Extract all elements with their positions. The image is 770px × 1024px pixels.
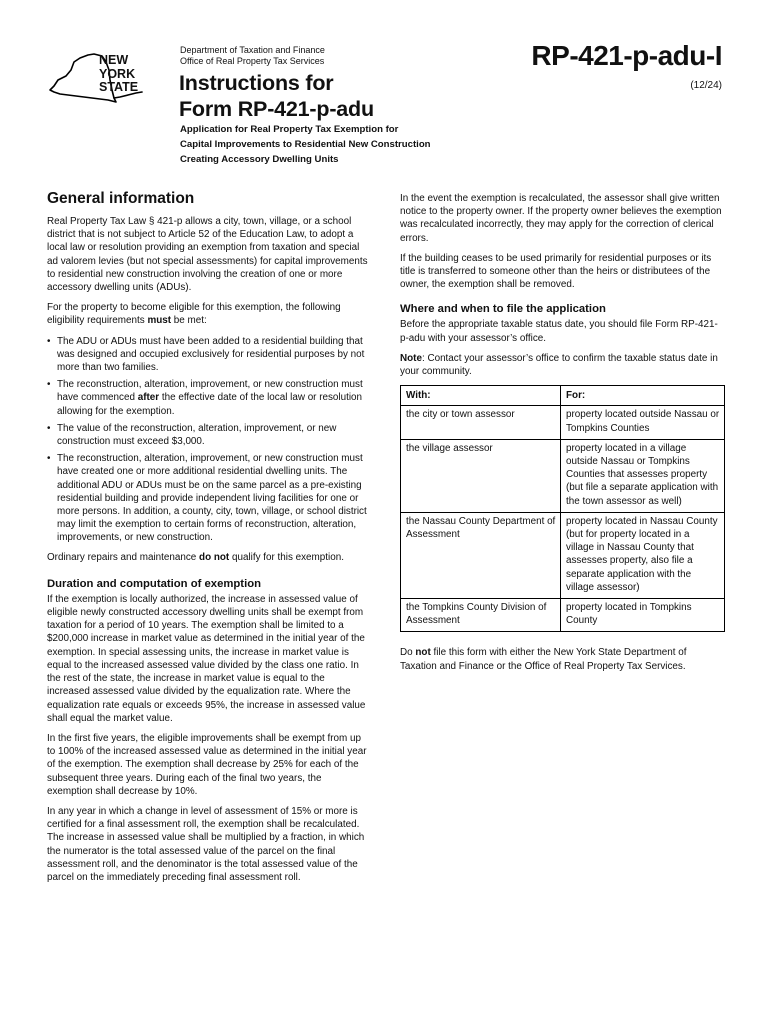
department-name bbox=[180, 45, 325, 67]
bullet-icon: • bbox=[47, 379, 51, 391]
right-column bbox=[400, 192, 725, 680]
eligibility-intro bbox=[47, 301, 369, 327]
bullet-icon: • bbox=[47, 422, 51, 434]
do-not-file-text: file this form with either the New York State Department of Taxation and Finance or the Office of Real Property Tax Services. bbox=[400, 647, 687, 672]
filing-table bbox=[400, 385, 725, 632]
column-header-with: With: bbox=[401, 386, 561, 406]
eligibility-item-4: The reconstruction, alteration, improvement, or new construction must have created one or more additional residential dwelling units. The additional ADU or ADUs must be on the same parcel as a pre-existing residential building and provide independent living facilities for one or more persons. In addition, a county, city, town, village, or school district may limit the exemption to certain forms of reconstruction, alteration, improvements, or new construction. bbox=[57, 453, 367, 544]
title-line-1: Instructions for bbox=[179, 71, 334, 95]
recalculation-paragraph: In the event the exemption is recalculated, the assessor shall give written notice to the property owner. If the property owner believes the exemption was recalculated incorrectly, they may apply for the correction of clerical errors. bbox=[400, 193, 722, 244]
logo-line-state: STATE bbox=[99, 80, 139, 94]
nys-logo bbox=[44, 50, 154, 112]
logo-line-york: YORK bbox=[99, 66, 136, 81]
table-row bbox=[401, 599, 725, 632]
subtitle-line-3: Creating Accessory Dwelling Units bbox=[180, 154, 339, 165]
repairs-text-end: qualify for this exemption. bbox=[229, 551, 344, 563]
do-not-file-paragraph bbox=[400, 646, 725, 672]
column-header-for: For: bbox=[561, 386, 725, 406]
eligibility-item-3: The value of the reconstruction, alteration, improvement, or new construction must exceed $3,000. bbox=[57, 422, 337, 448]
repairs-paragraph bbox=[47, 551, 369, 564]
note-paragraph bbox=[400, 352, 725, 378]
eligibility-list bbox=[47, 335, 369, 545]
page-title bbox=[179, 70, 374, 122]
eligibility-item-2-after: after bbox=[137, 392, 160, 404]
eligibility-intro-text: For the property to become eligible for this exemption, the following eligibility requirements bbox=[47, 302, 341, 327]
table-cell-with: the Nassau County Department of Assessment bbox=[401, 512, 561, 598]
table-cell-for: property located in Tompkins County bbox=[561, 599, 725, 632]
duration-paragraph-3: In any year in which a change in level of assessment of 15% or more is certified for a final assessment roll, the exemption shall be recalculated. The increase in assessed value shall be multiplied by a fraction, in which the numerator is the total assessed value of the parcel on the final assessment roll, and the denominator is the total assessed value of the parcel on the immediately preceding final assessment roll. bbox=[47, 805, 365, 883]
subtitle-line-2: Capital Improvements to Residential New Construction bbox=[180, 139, 431, 150]
form-number: RP-421-p-adu-I bbox=[531, 40, 722, 71]
removal-paragraph: If the building ceases to be used primarily for residential purposes or its title is transferred to someone other than the heirs or distributees of the owner, the exemption shall be removed. bbox=[400, 252, 712, 291]
note-label: Note bbox=[400, 352, 422, 364]
department-line-2: Office of Real Property Tax Services bbox=[180, 56, 325, 66]
repairs-text: Ordinary repairs and maintenance bbox=[47, 551, 200, 563]
table-cell-with: the Tompkins County Division of Assessment bbox=[401, 599, 561, 632]
list-item bbox=[47, 452, 369, 544]
repairs-do-not: do not bbox=[199, 551, 230, 563]
table-row bbox=[401, 512, 725, 598]
duration-paragraph-2: In the first five years, the eligible improvements shall be exempt from up to 100% of the increased assessed value as determined in the initial year of the exemption. The exemption shall decrease by 25% for each of the subsequent three years. During each of the final two years, the exemption shall decrease by 10%. bbox=[47, 732, 367, 797]
table-row bbox=[401, 439, 725, 512]
do-not-file-start: Do bbox=[400, 647, 416, 659]
table-cell-with: the village assessor bbox=[401, 439, 561, 512]
list-item bbox=[47, 335, 369, 375]
table-header-row bbox=[401, 386, 725, 406]
where-when-heading: Where and when to file the application bbox=[400, 303, 606, 316]
subtitle-line-1: Application for Real Property Tax Exemption for bbox=[180, 124, 399, 135]
table-cell-for: property located outside Nassau or Tompkins Counties bbox=[561, 406, 725, 439]
where-when-paragraph: Before the appropriate taxable status date, you should file Form RP-421-p-adu with your assessor’s office. bbox=[400, 319, 718, 344]
intro-paragraph: Real Property Tax Law § 421-p allows a city, town, village, or a school district that is not subject to Article 52 of the Education Law, to adopt a local law or resolution providing an exemption from taxation and special ad valorem levies (but not special assessments) for capital improvements to residential new construction involving the creation of one or more accessory dwelling units (ADUs). bbox=[47, 216, 368, 294]
eligibility-item-2-start: The reconstruction, alteration, improvement, or new construction must have commenced bbox=[57, 379, 363, 404]
left-column bbox=[47, 190, 369, 891]
table-cell-for: property located in Nassau County (but for property located in a village in Nassau County that assesses property, also file a separate application with the village assessor) bbox=[561, 512, 725, 598]
eligibility-item-2-end: the effective date of the local law or resolution allowing for the exemption. bbox=[57, 392, 363, 417]
department-line-1: Department of Taxation and Finance bbox=[180, 45, 325, 55]
title-line-2: Form RP-421-p-adu bbox=[179, 97, 374, 121]
eligibility-must: must bbox=[147, 315, 172, 327]
note-text: : Contact your assessor’s office to confirm the taxable status date in your community. bbox=[400, 352, 718, 378]
eligibility-intro-end: be met: bbox=[171, 315, 207, 327]
duration-heading: Duration and computation of exemption bbox=[47, 577, 262, 590]
eligibility-item-1: The ADU or ADUs must have been added to a residential building that was designed and occupied exclusively for residential purposes by not more than two families. bbox=[57, 335, 365, 374]
logo-line-new: NEW bbox=[99, 53, 129, 67]
table-cell-with: the city or town assessor bbox=[401, 406, 561, 439]
bullet-icon: • bbox=[47, 335, 51, 347]
logo-text bbox=[99, 54, 138, 95]
table-row bbox=[401, 406, 725, 439]
list-item bbox=[47, 422, 369, 448]
bullet-icon: • bbox=[47, 453, 51, 465]
do-not-file-not: not bbox=[415, 647, 431, 659]
duration-paragraph-1: If the exemption is locally authorized, the increase in assessed value of eligible newly constructed accessory dwelling units shall be exempt from taxation for a period of 10 years. The exemption shall be limited to a $200,000 increase in market value as determined in the initial year of the exemption. In special assessing units, the increase in market value is equal to the increased assessed value divided by the class one ratio. In the rest of the state, the increase in market value is equal to the increased assessed value divided by the equalization rate. Where the equalization rate equals or exceeds 95%, the increase in assessed value shall equal the market value. bbox=[47, 593, 366, 724]
general-information-heading: General information bbox=[47, 190, 195, 207]
revision-date: (12/24) bbox=[690, 80, 722, 91]
form-subtitle bbox=[180, 122, 431, 167]
table-cell-for: property located in a village outside Nassau or Tompkins Counties that assesses property (but file a separate application with the town assessor as well) bbox=[561, 439, 725, 512]
list-item bbox=[47, 378, 369, 418]
